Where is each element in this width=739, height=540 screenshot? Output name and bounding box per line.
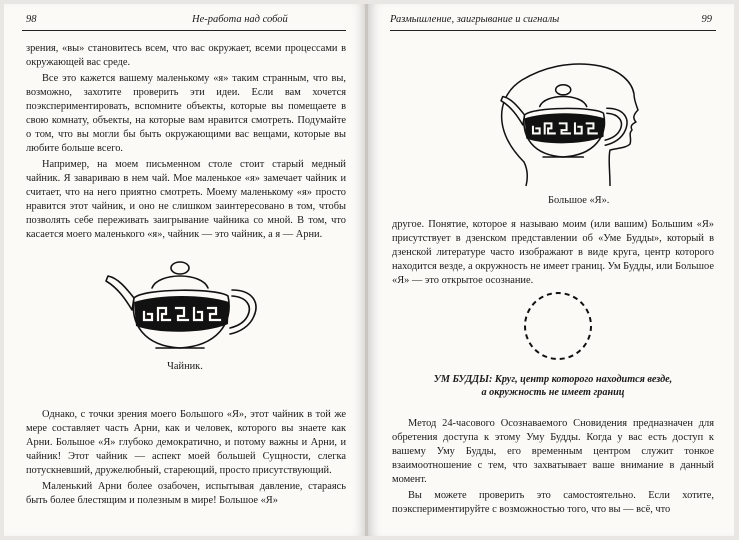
teapot-caption: Чайник. <box>167 361 203 372</box>
big-self-caption: Большое «Я». <box>548 195 610 206</box>
callout-line: УМ БУДДЫ: Круг, центр которого находится везде, <box>433 374 673 385</box>
left-running-title: Не-работа над собой <box>192 14 288 25</box>
right-page-number: 99 <box>701 14 712 25</box>
paragraph: другое. Понятие, которое я называю моим (или вашим) Большим «Я» присутствует в дзенском представлении об «Уме Будды», который в дзенской литературе часто изображают в виде круга, центр которого находится везде, а окружность не имеет границ. Ум Будды, или Большое «Я» — это открытое осознание. <box>392 219 714 286</box>
buddha-mind-callout <box>392 373 714 399</box>
left-page-number: 98 <box>26 14 37 25</box>
paragraph: Все это кажется вашему маленькому «я» таким странным, что вы, возможно, захотите проверить эти идеи. Если вам хочется поэкспериментировать, вспомните объекты, которые вы помещаете в свою комнату, объекты, на которые вам нравится смотреть. Подумайте о том, что вы могли бы быть окружающими вас вещами, которые вы любите больше всего. <box>26 73 346 154</box>
paragraph: Метод 24-часового Осознаваемого Сновидения предназначен для обретения доступа к этому Уму Будды. Когда у вас есть доступ к вашему Уму Будды, его временным центром служит тонкое взаимоотношение с тем, что захватывает ваше внимание в данный момент. <box>392 418 714 485</box>
right-text-bottom <box>392 417 714 519</box>
callout-line: а окружность не имеет границ <box>481 387 625 398</box>
right-text-top <box>392 218 714 290</box>
paragraph: Однако, с точки зрения моего Большого «Я», этот чайник в той же мере составляет часть Арни, как и человек, которого вы знаете как Арни. Большое «Я» глубоко демократично, и потому важны и Арни, и чайник! Этот чайник — аспект моей большей Сущности, слегка потускневший, дружелюбный, стареющий, просто присутствующий. <box>26 409 346 476</box>
teapot-illustration <box>100 254 262 356</box>
left-text-bottom <box>26 408 346 510</box>
right-page <box>368 4 734 536</box>
right-running-title: Размышление, заигрывание и сигналы <box>390 14 560 25</box>
left-running-header <box>22 14 346 31</box>
left-text-top <box>26 42 346 244</box>
paragraph: Маленький Арни более озабочен, испытывая давление, стараясь быть более блестящим и полезным в мире! Большое «Я» <box>26 481 346 506</box>
paragraph: Например, на моем письменном столе стоит старый медный чайник. Я завариваю в нем чай. Мое маленькое «я» замечает чайник и считает, что на него приятно смотреть. Моему маленькому «я» просто нравится этот чайник, и оно не слишком заинтересовано в том, чтобы позволять себе переживать заигрывание чайника со мной. В том, что касается моего маленького «я», чайник — это чайник, а я — Арни. <box>26 159 346 240</box>
right-running-header <box>390 14 716 31</box>
paragraph: Вы можете проверить это самостоятельно. Если хотите, поэкспериментируйте с возможностью того, что вы — всё, что <box>392 490 714 515</box>
left-page <box>4 4 366 536</box>
head-with-teapot-illustration <box>460 62 666 190</box>
paragraph: зрения, «вы» становитесь всем, что вас окружает, всеми процессами в окружающей вас среде. <box>26 43 346 68</box>
dashed-circle-illustration <box>520 288 596 364</box>
